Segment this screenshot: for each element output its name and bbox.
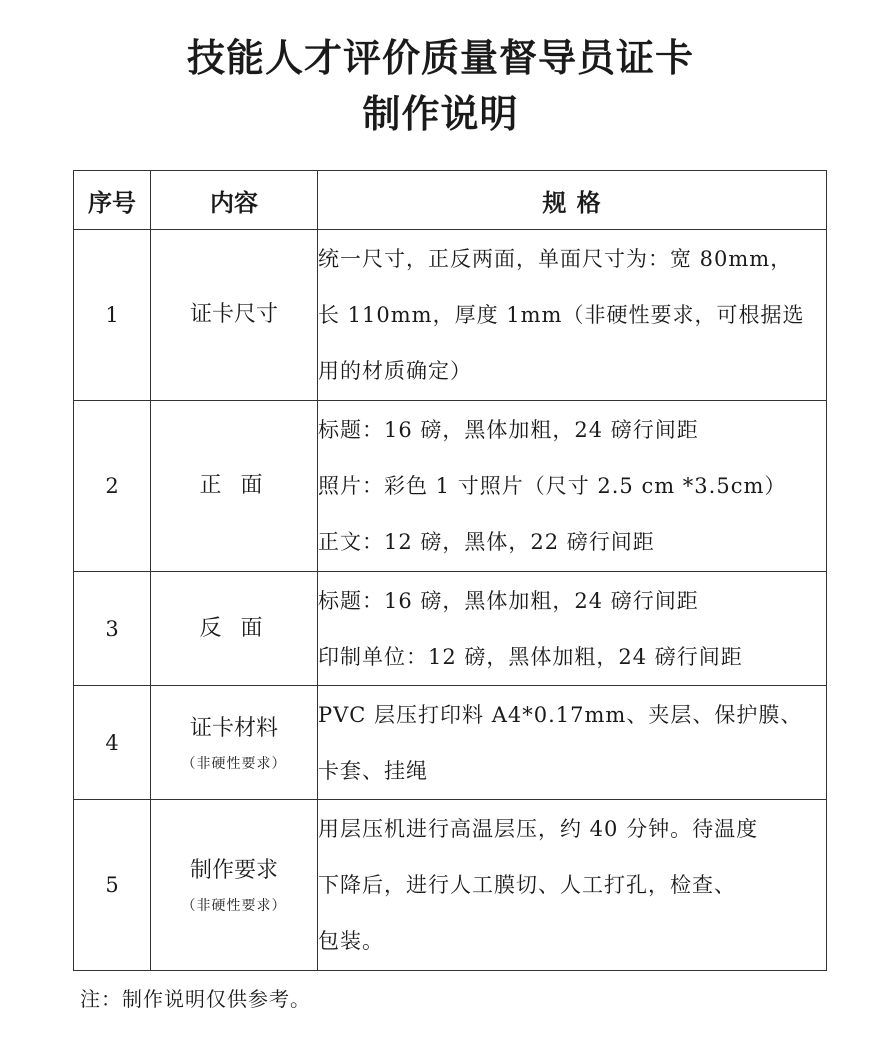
- row-spec: [318, 230, 827, 401]
- content-label: 证卡材料: [189, 715, 278, 741]
- spec-line: 标题：16 磅，黑体加粗，24 磅行间距: [318, 418, 699, 442]
- spec-line: 用层压机进行高温层压，约 40 分钟。待温度: [318, 817, 759, 841]
- header-spec: 规 格: [318, 171, 827, 230]
- table-header-row: [74, 171, 827, 230]
- document-subtitle: 制作说明: [362, 92, 519, 136]
- spec-line: 统一尺寸，正反两面，单面尺寸为：宽 80mm，: [318, 247, 793, 271]
- table-row: [74, 572, 827, 686]
- content-note: （非硬性要求）: [181, 755, 287, 772]
- spec-line: 用的材质确定）: [318, 359, 472, 383]
- table-row: [74, 686, 827, 800]
- spec-line: 标题：16 磅，黑体加粗，24 磅行间距: [318, 588, 699, 613]
- spec-line: 下降后，进行人工膜切、人工打孔，检查、: [318, 873, 736, 897]
- row-number: 4: [74, 686, 151, 800]
- row-spec: [318, 800, 827, 971]
- row-number: 1: [74, 230, 151, 401]
- row-spec: [318, 686, 827, 800]
- content-label: 证卡尺寸: [189, 302, 278, 327]
- spec-table: [73, 170, 827, 971]
- document-title: 技能人才评价质量督导员证卡: [186, 36, 694, 80]
- spec-line: 长 110mm，厚度 1mm（非硬性要求，可根据选: [318, 303, 805, 327]
- header-seq: 序号: [74, 171, 151, 230]
- header-content: 内容: [151, 171, 318, 230]
- row-number: 5: [74, 800, 151, 971]
- spec-line: 卡套、挂绳: [318, 758, 428, 783]
- content-label: 反 面: [199, 615, 269, 641]
- row-content: [151, 401, 318, 572]
- content-label: 制作要求: [189, 858, 278, 883]
- row-content: [151, 686, 318, 800]
- row-number: 2: [74, 401, 151, 572]
- content-label: 正 面: [199, 473, 269, 498]
- spec-line: 正文：12 磅，黑体，22 磅行间距: [318, 530, 655, 554]
- row-content: [151, 800, 318, 971]
- row-spec: [318, 572, 827, 686]
- row-spec: [318, 401, 827, 572]
- table-row: [74, 401, 827, 572]
- spec-line: 照片：彩色 1 寸照片（尺寸 2.5 cm *3.5cm）: [318, 474, 787, 498]
- row-content: [151, 230, 318, 401]
- row-number: 3: [74, 572, 151, 686]
- spec-line: 印制单位：12 磅，黑体加粗，24 磅行间距: [318, 644, 743, 669]
- content-note: （非硬性要求）: [181, 898, 287, 914]
- table-row: [74, 800, 827, 971]
- footnote: 注：制作说明仅供参考。: [80, 987, 311, 1011]
- table-row: [74, 230, 827, 401]
- row-content: [151, 572, 318, 686]
- spec-line: 包装。: [318, 929, 384, 953]
- spec-line: PVC 层压打印料 A4*0.17mm、夹层、保护膜、: [318, 702, 803, 727]
